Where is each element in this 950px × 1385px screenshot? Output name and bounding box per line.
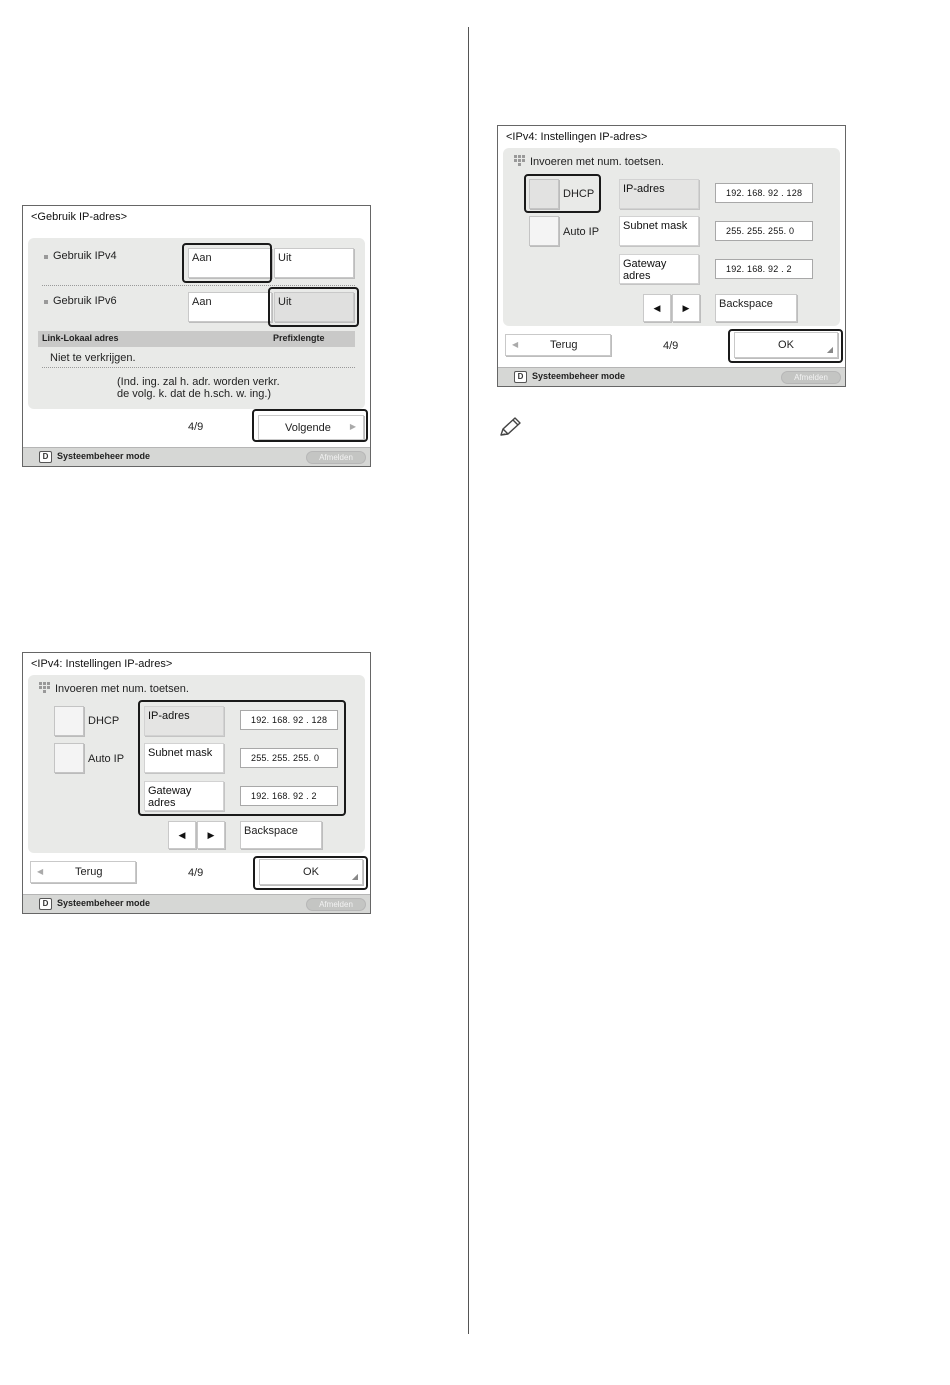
status-footer bbox=[23, 447, 370, 466]
system-mode-label: Systeembeheer mode bbox=[57, 451, 151, 461]
system-mode-label: Systeembeheer mode bbox=[57, 898, 151, 908]
cursor-left-button[interactable]: ◀ bbox=[168, 821, 196, 849]
page-column-divider bbox=[468, 27, 469, 1334]
panel-title: <IPv4: Instellingen IP-adres> bbox=[506, 131, 648, 143]
link-local-table-header bbox=[38, 331, 355, 347]
ipv4-on-label: Aan bbox=[192, 252, 212, 264]
panel-body bbox=[503, 148, 840, 326]
resize-grip-icon: ◢ bbox=[351, 872, 358, 881]
pencil-note-icon bbox=[498, 416, 524, 438]
gateway-label: Gateway adres bbox=[148, 785, 192, 809]
page-indicator: 4/9 bbox=[188, 867, 204, 879]
separator-dotted bbox=[42, 285, 355, 286]
dhcp-toggle-button[interactable] bbox=[529, 179, 559, 209]
panel-ipv4-settings-left bbox=[22, 652, 371, 914]
autoip-label: Auto IP bbox=[88, 753, 125, 765]
ipv6-on-button[interactable] bbox=[188, 292, 272, 322]
left-arrow-icon: ◀ bbox=[512, 340, 519, 349]
logout-button[interactable]: Afmelden bbox=[781, 371, 841, 384]
not-available-text: Niet te verkrijgen. bbox=[50, 352, 136, 364]
ok-label: OK bbox=[778, 339, 794, 351]
back-label: Terug bbox=[550, 339, 578, 351]
ok-button[interactable] bbox=[259, 859, 363, 885]
ipv4-off-label: Uit bbox=[278, 252, 292, 264]
system-mode-icon: D bbox=[514, 371, 527, 383]
ipv4-off-button[interactable] bbox=[274, 248, 354, 278]
link-local-header-label: Link-Lokaal adres bbox=[42, 333, 119, 343]
ip-address-label-button[interactable] bbox=[619, 179, 699, 209]
input-hint-text: Invoeren met num. toetsen. bbox=[55, 683, 189, 695]
subnet-mask-label: Subnet mask bbox=[148, 747, 213, 759]
keypad-icon bbox=[38, 681, 52, 695]
keypad-icon bbox=[513, 154, 527, 168]
back-button[interactable] bbox=[30, 861, 136, 883]
status-footer bbox=[23, 894, 370, 913]
subnet-mask-label-button[interactable] bbox=[619, 216, 699, 246]
prefix-length-header-label: Prefixlengte bbox=[273, 333, 325, 343]
panel-body bbox=[28, 675, 365, 853]
subnet-mask-label-button[interactable] bbox=[144, 743, 224, 773]
autoip-toggle-button[interactable] bbox=[54, 743, 84, 773]
separator-dotted bbox=[42, 367, 355, 368]
panel-ipv4-settings-right bbox=[497, 125, 846, 387]
status-footer bbox=[498, 367, 845, 386]
page-indicator: 4/9 bbox=[188, 421, 204, 433]
ipv4-label: Gebruik IPv4 bbox=[53, 250, 117, 262]
ip-address-label-button[interactable] bbox=[144, 706, 224, 736]
system-mode-icon: D bbox=[39, 451, 52, 463]
ip-address-field[interactable]: 192. 168. 92 . 128 bbox=[240, 710, 338, 730]
autoip-label: Auto IP bbox=[563, 226, 600, 238]
system-mode-icon: D bbox=[39, 898, 52, 910]
cursor-right-button[interactable]: ▶ bbox=[672, 294, 700, 322]
ipv4-on-button[interactable] bbox=[188, 248, 272, 278]
backspace-label: Backspace bbox=[719, 298, 773, 310]
gateway-label: Gateway adres bbox=[623, 258, 667, 282]
backspace-button[interactable] bbox=[240, 821, 322, 849]
panel-gebruik-ip-adres bbox=[22, 205, 371, 467]
panel-body bbox=[28, 238, 365, 409]
ip-address-label: IP-adres bbox=[623, 183, 665, 195]
gateway-field[interactable]: 192. 168. 92 . 2 bbox=[240, 786, 338, 806]
next-label: Volgende bbox=[285, 422, 331, 434]
dhcp-toggle-button[interactable] bbox=[54, 706, 84, 736]
back-label: Terug bbox=[75, 866, 103, 878]
ip-address-field[interactable]: 192. 168. 92 . 128 bbox=[715, 183, 813, 203]
ipv6-on-label: Aan bbox=[192, 296, 212, 308]
autoip-toggle-button[interactable] bbox=[529, 216, 559, 246]
backspace-label: Backspace bbox=[244, 825, 298, 837]
logout-button[interactable]: Afmelden bbox=[306, 898, 366, 911]
bullet-icon bbox=[44, 300, 48, 304]
ipv6-off-label: Uit bbox=[278, 296, 292, 308]
input-hint-text: Invoeren met num. toetsen. bbox=[530, 156, 664, 168]
page-indicator: 4/9 bbox=[663, 340, 679, 352]
ok-label: OK bbox=[303, 866, 319, 878]
ipv6-label: Gebruik IPv6 bbox=[53, 295, 117, 307]
ok-button[interactable] bbox=[734, 332, 838, 358]
subnet-mask-label: Subnet mask bbox=[623, 220, 688, 232]
note-line-1: (Ind. ing. zal h. adr. worden verkr. bbox=[117, 376, 280, 388]
resize-grip-icon: ◢ bbox=[826, 345, 833, 354]
ipv6-off-button[interactable] bbox=[274, 292, 354, 322]
back-button[interactable] bbox=[505, 334, 611, 356]
dhcp-label: DHCP bbox=[563, 188, 595, 200]
backspace-button[interactable] bbox=[715, 294, 797, 322]
panel-title: <Gebruik IP-adres> bbox=[31, 211, 127, 223]
system-mode-label: Systeembeheer mode bbox=[532, 371, 626, 381]
panel-title: <IPv4: Instellingen IP-adres> bbox=[31, 658, 173, 670]
gateway-label-button[interactable] bbox=[144, 781, 224, 811]
ip-address-label: IP-adres bbox=[148, 710, 190, 722]
left-arrow-icon: ◀ bbox=[37, 867, 44, 876]
subnet-mask-field[interactable]: 255. 255. 255. 0 bbox=[240, 748, 338, 768]
note-line-2: de volg. k. dat de h.sch. w. ing.) bbox=[117, 388, 272, 400]
cursor-right-button[interactable]: ▶ bbox=[197, 821, 225, 849]
logout-button[interactable]: Afmelden bbox=[306, 451, 366, 464]
dhcp-label: DHCP bbox=[88, 715, 120, 727]
subnet-mask-field[interactable]: 255. 255. 255. 0 bbox=[715, 221, 813, 241]
bullet-icon bbox=[44, 255, 48, 259]
gateway-label-button[interactable] bbox=[619, 254, 699, 284]
right-arrow-icon: ▶ bbox=[349, 422, 356, 431]
next-button[interactable] bbox=[258, 415, 364, 440]
gateway-field[interactable]: 192. 168. 92 . 2 bbox=[715, 259, 813, 279]
cursor-left-button[interactable]: ◀ bbox=[643, 294, 671, 322]
